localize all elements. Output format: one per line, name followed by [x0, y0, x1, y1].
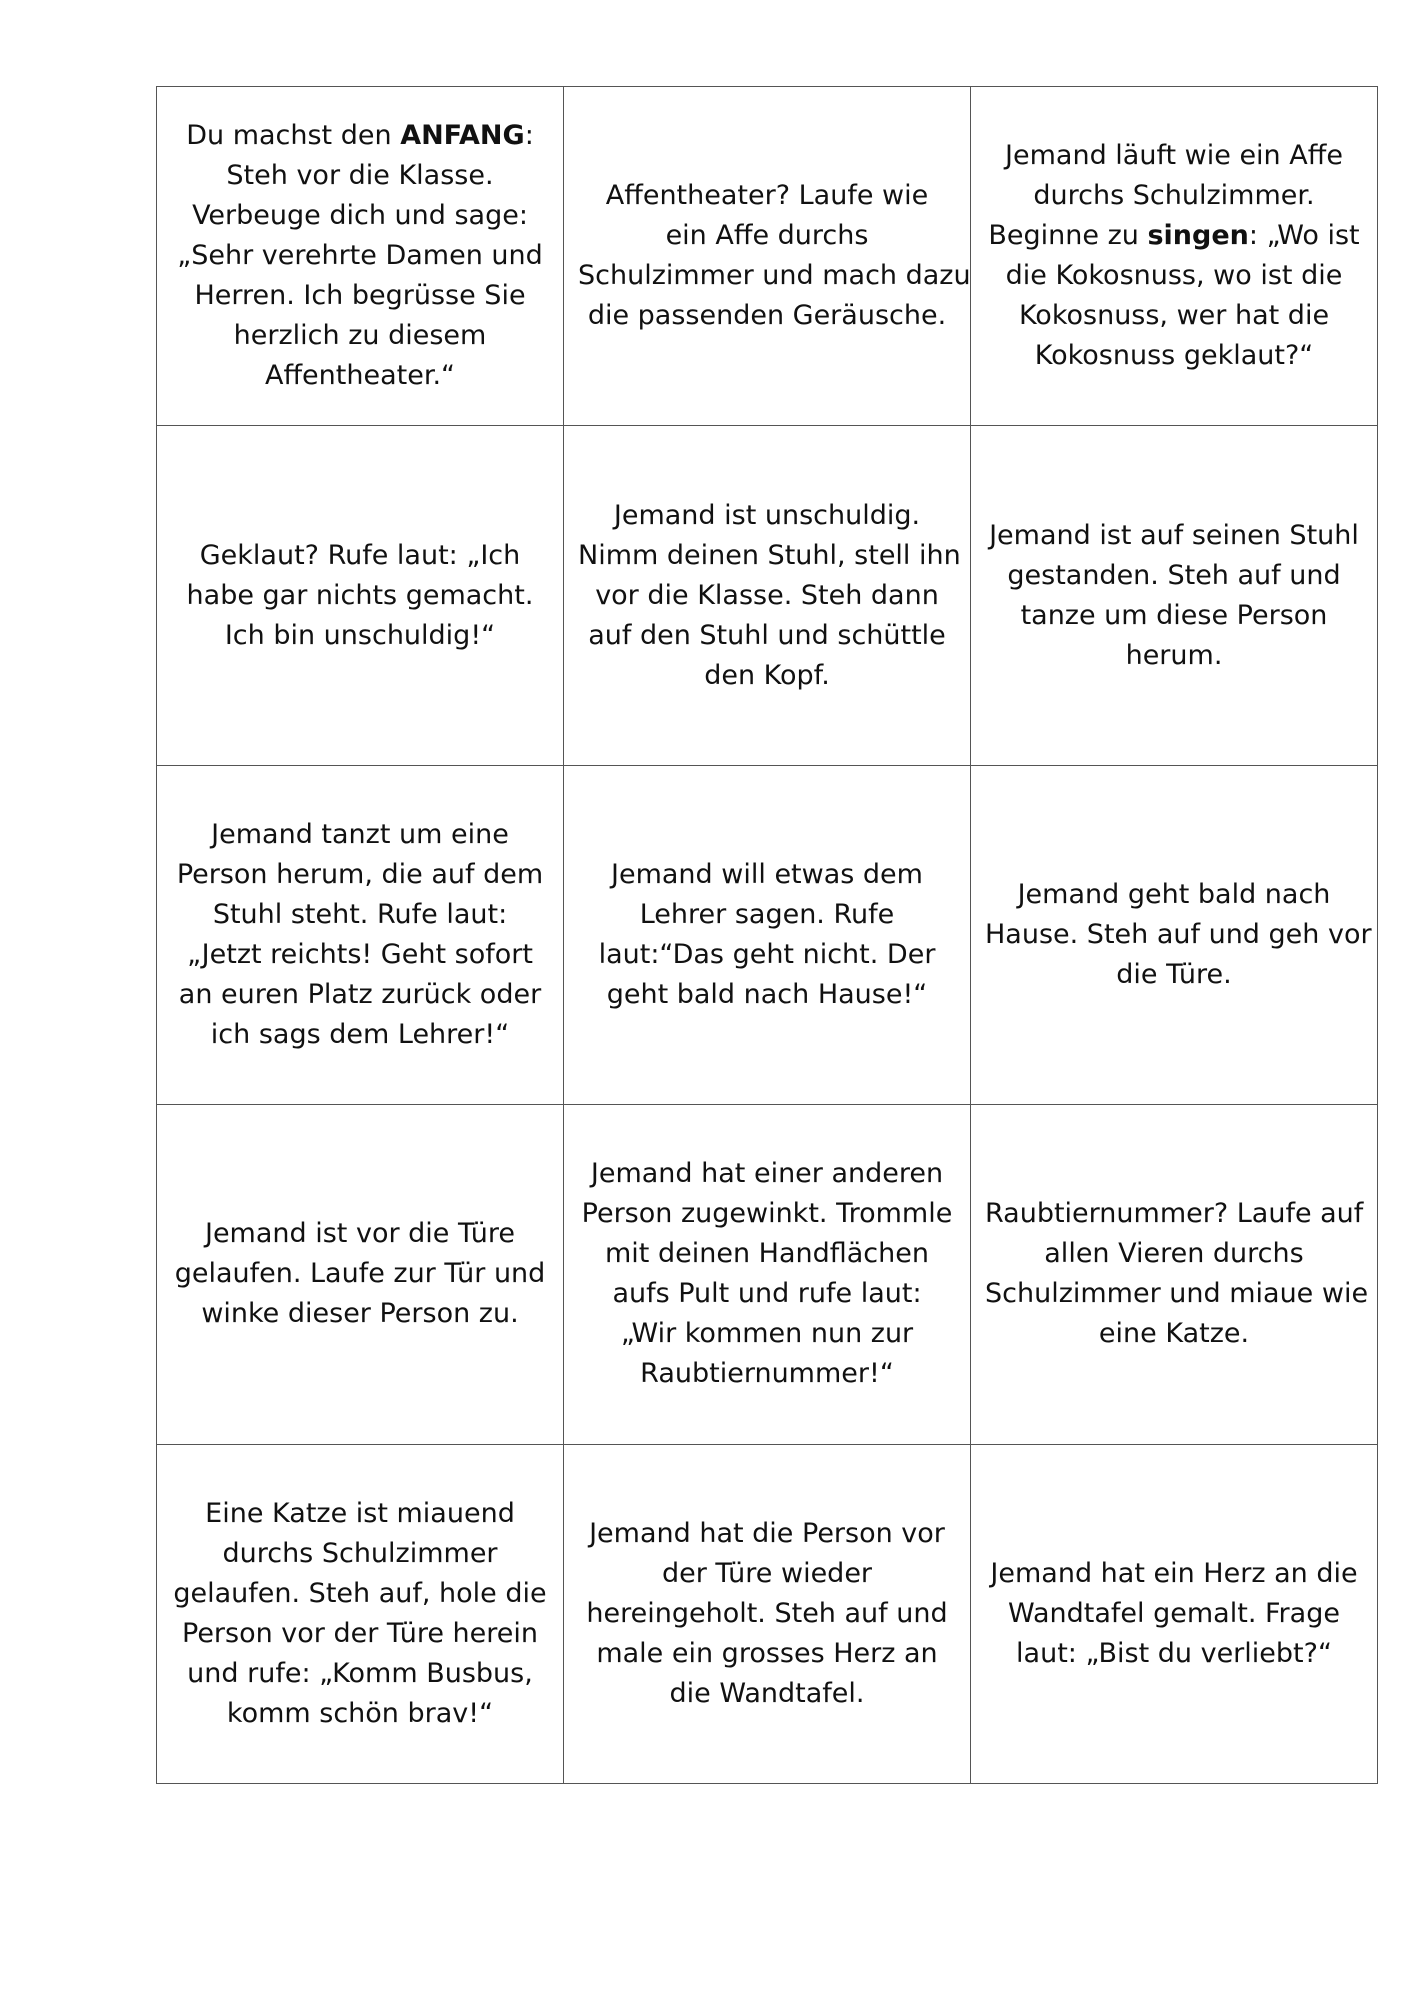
card-text-line	[578, 1194, 956, 1234]
card-text-line	[578, 1594, 956, 1634]
card-text-line	[171, 1694, 549, 1734]
card-text-line	[171, 1574, 549, 1614]
card-text-line	[578, 1514, 956, 1554]
card-text: mit deinen Handflächen	[605, 1238, 929, 1270]
card-text-line	[985, 136, 1363, 176]
card-text-line	[171, 616, 549, 656]
emphasis-text: ANFANG	[400, 120, 525, 152]
card-text-line	[985, 1554, 1363, 1594]
card-text-line	[578, 1274, 956, 1314]
card-text-line	[171, 236, 549, 276]
card-text-line	[985, 176, 1363, 216]
card-text: Jemand hat einer anderen	[590, 1158, 944, 1190]
card-text: Stuhl steht. Rufe laut:	[212, 898, 508, 930]
card-text: Schulzimmer und mach dazu	[578, 260, 971, 292]
card-text-line	[171, 1654, 549, 1694]
card-text: „Jetzt reichts! Geht sofort	[187, 938, 533, 970]
instruction-card	[564, 426, 971, 765]
card-text-line	[578, 935, 956, 975]
card-text-line	[578, 1554, 956, 1594]
instruction-card	[157, 1444, 564, 1783]
card-text: Raubtiernummer? Laufe auf	[985, 1198, 1364, 1230]
card-text: Ich bin unschuldig!“	[224, 619, 496, 651]
card-text: Jemand will etwas dem	[611, 858, 923, 890]
card-text: winke dieser Person zu.	[201, 1298, 519, 1330]
card-text-line	[171, 196, 549, 236]
instruction-card	[971, 765, 1378, 1104]
card-text-line	[578, 656, 956, 696]
card-text: male ein grosses Herz an	[596, 1637, 938, 1669]
card-text-line	[171, 316, 549, 356]
card-text-line	[985, 1314, 1363, 1354]
instruction-card	[564, 1105, 971, 1444]
card-text-line	[578, 256, 971, 296]
card-text-line	[578, 1354, 956, 1394]
card-text: Hause. Steh auf und geh vor	[985, 918, 1372, 950]
emphasis-text: singen	[1147, 220, 1249, 252]
card-text: ich sags dem Lehrer!“	[210, 1018, 510, 1050]
card-text-line	[578, 576, 956, 616]
card-text: „Sehr verehrte Damen und	[177, 240, 543, 272]
card-text-line	[985, 915, 1372, 955]
card-text-line	[578, 496, 956, 536]
card-text-line	[985, 1194, 1363, 1234]
card-text-line	[578, 855, 956, 895]
card-text: Du machst den	[186, 120, 401, 152]
card-text-line	[578, 1674, 956, 1714]
card-text: die Wandtafel.	[669, 1677, 865, 1709]
card-text: allen Vieren durchs	[1044, 1238, 1304, 1270]
card-text-line	[171, 1614, 549, 1654]
card-text: herum.	[1125, 639, 1223, 671]
card-row	[157, 1105, 1378, 1444]
card-text: Raubtiernummer!“	[640, 1358, 894, 1390]
card-text: Jemand tanzt um eine	[211, 818, 509, 850]
card-text: ein Affe durchs	[665, 220, 869, 252]
card-text: habe gar nichts gemacht.	[186, 579, 534, 611]
card-text-line	[171, 1015, 549, 1055]
card-text-line	[985, 336, 1363, 376]
card-text: Affentheater? Laufe wie	[605, 180, 929, 212]
card-text: tanze um diese Person	[1020, 599, 1328, 631]
instruction-card	[157, 87, 564, 426]
card-text-line	[985, 1594, 1363, 1634]
card-text: vor die Klasse. Steh dann	[595, 579, 939, 611]
card-text: Kokosnuss, wer hat die	[1018, 300, 1330, 332]
card-text: Eine Katze ist miauend	[205, 1497, 515, 1529]
card-text-line	[171, 1254, 549, 1294]
card-text-line	[985, 556, 1363, 596]
card-text-line	[171, 276, 549, 316]
card-text: : „Wo ist	[1248, 220, 1360, 252]
instruction-card	[157, 426, 564, 765]
card-row	[157, 1444, 1378, 1783]
card-text: die Türe.	[1116, 958, 1232, 990]
card-text: komm schön brav!“	[226, 1697, 494, 1729]
card-text: Jemand ist unschuldig.	[613, 499, 921, 531]
card-text: hereingeholt. Steh auf und	[586, 1597, 948, 1629]
card-text: gelaufen. Laufe zur Tür und	[174, 1258, 546, 1290]
card-text: durchs Schulzimmer	[222, 1537, 498, 1569]
card-text: den Kopf.	[704, 659, 830, 691]
card-text-line	[985, 216, 1363, 256]
card-text-line	[171, 536, 549, 576]
card-text-line	[171, 116, 549, 156]
instruction-card	[971, 1444, 1378, 1783]
card-text: Affentheater.“	[264, 360, 456, 392]
instruction-card	[564, 1444, 971, 1783]
card-text: die passenden Geräusche.	[587, 300, 947, 332]
card-text-line	[171, 975, 549, 1015]
card-text: laut:“Das geht nicht. Der	[598, 938, 936, 970]
card-text-line	[171, 356, 549, 396]
card-text-line	[171, 855, 549, 895]
card-text-line	[171, 1494, 549, 1534]
instruction-card	[564, 765, 971, 1104]
card-text: Person zugewinkt. Trommle	[581, 1198, 953, 1230]
card-text-line	[171, 576, 549, 616]
card-text: auf den Stuhl und schüttle	[588, 619, 946, 651]
card-text: Geklaut? Rufe laut: „Ich	[199, 539, 521, 571]
card-text-line	[985, 1234, 1363, 1274]
card-text-line	[578, 176, 956, 216]
card-text: Verbeuge dich und sage:	[192, 200, 528, 232]
card-text: Lehrer sagen. Rufe	[639, 898, 895, 930]
card-text-line	[171, 935, 549, 975]
card-text-line	[985, 596, 1363, 636]
card-text: Person vor der Türe herein	[182, 1617, 538, 1649]
card-text: herzlich zu diesem	[233, 320, 487, 352]
card-text: Nimm deinen Stuhl, stell ihn	[578, 539, 961, 571]
instruction-card	[157, 765, 564, 1104]
card-text: gestanden. Steh auf und	[1007, 559, 1341, 591]
card-grid	[156, 86, 1378, 1784]
instruction-card	[564, 87, 971, 426]
card-text: laut: „Bist du verliebt?“	[1016, 1637, 1332, 1669]
card-text-line	[578, 616, 956, 656]
card-row	[157, 765, 1378, 1104]
card-text-line	[578, 895, 956, 935]
instruction-card	[971, 1105, 1378, 1444]
card-text: Jemand ist auf seinen Stuhl	[989, 519, 1359, 551]
card-text: geht bald nach Hause!“	[606, 978, 928, 1010]
instruction-card	[971, 87, 1378, 426]
card-text-line	[985, 296, 1363, 336]
card-text: Jemand hat die Person vor	[589, 1517, 945, 1549]
card-text-line	[171, 1534, 549, 1574]
card-text: Jemand ist vor die Türe	[204, 1218, 516, 1250]
card-text-line	[578, 216, 956, 256]
card-text: Jemand geht bald nach	[1017, 878, 1331, 910]
card-text: Wandtafel gemalt. Frage	[1008, 1597, 1340, 1629]
card-text: Jemand hat ein Herz an die	[990, 1557, 1358, 1589]
card-text-line	[985, 516, 1363, 556]
card-text-line	[985, 875, 1363, 915]
card-text: gelaufen. Steh auf, hole die	[173, 1577, 547, 1609]
card-text-line	[578, 1154, 956, 1194]
card-text: :	[524, 120, 534, 152]
card-text: Steh vor die Klasse.	[226, 160, 494, 192]
card-row	[157, 87, 1378, 426]
card-text-line	[578, 1314, 956, 1354]
card-text: Herren. Ich begrüsse Sie	[194, 280, 526, 312]
card-text: „Wir kommen nun zur	[620, 1318, 914, 1350]
card-text-line	[171, 1294, 549, 1334]
card-text-line	[578, 296, 956, 336]
card-text: Person herum, die auf dem	[176, 858, 544, 890]
card-text: aufs Pult und rufe laut:	[612, 1278, 922, 1310]
card-text-line	[985, 1274, 1369, 1314]
card-text: Beginne zu	[988, 220, 1148, 252]
card-text: Kokosnuss geklaut?“	[1034, 340, 1314, 372]
card-text-line	[578, 1234, 956, 1274]
card-text: der Türe wieder	[661, 1557, 873, 1589]
card-row	[157, 426, 1378, 765]
card-text-line	[985, 955, 1363, 995]
card-text-line	[985, 636, 1363, 676]
card-text: eine Katze.	[1098, 1318, 1250, 1350]
card-text-line	[578, 536, 961, 576]
card-text: und rufe: „Komm Busbus,	[187, 1657, 533, 1689]
card-text: die Kokosnuss, wo ist die	[1005, 260, 1343, 292]
card-text-line	[171, 1214, 549, 1254]
card-grid-body	[157, 87, 1378, 1784]
card-text-line	[171, 815, 549, 855]
card-text: Jemand läuft wie ein Affe	[1005, 140, 1343, 172]
card-text-line	[578, 1634, 956, 1674]
card-text-line	[171, 156, 549, 196]
card-text-line	[171, 895, 549, 935]
card-text-line	[578, 975, 956, 1015]
card-text: an euren Platz zurück oder	[178, 978, 542, 1010]
card-text-line	[985, 256, 1363, 296]
instruction-card	[157, 1105, 564, 1444]
card-text-line	[985, 1634, 1363, 1674]
instruction-card	[971, 426, 1378, 765]
card-text: Schulzimmer und miaue wie	[985, 1278, 1369, 1310]
card-text: durchs Schulzimmer.	[1033, 180, 1315, 212]
